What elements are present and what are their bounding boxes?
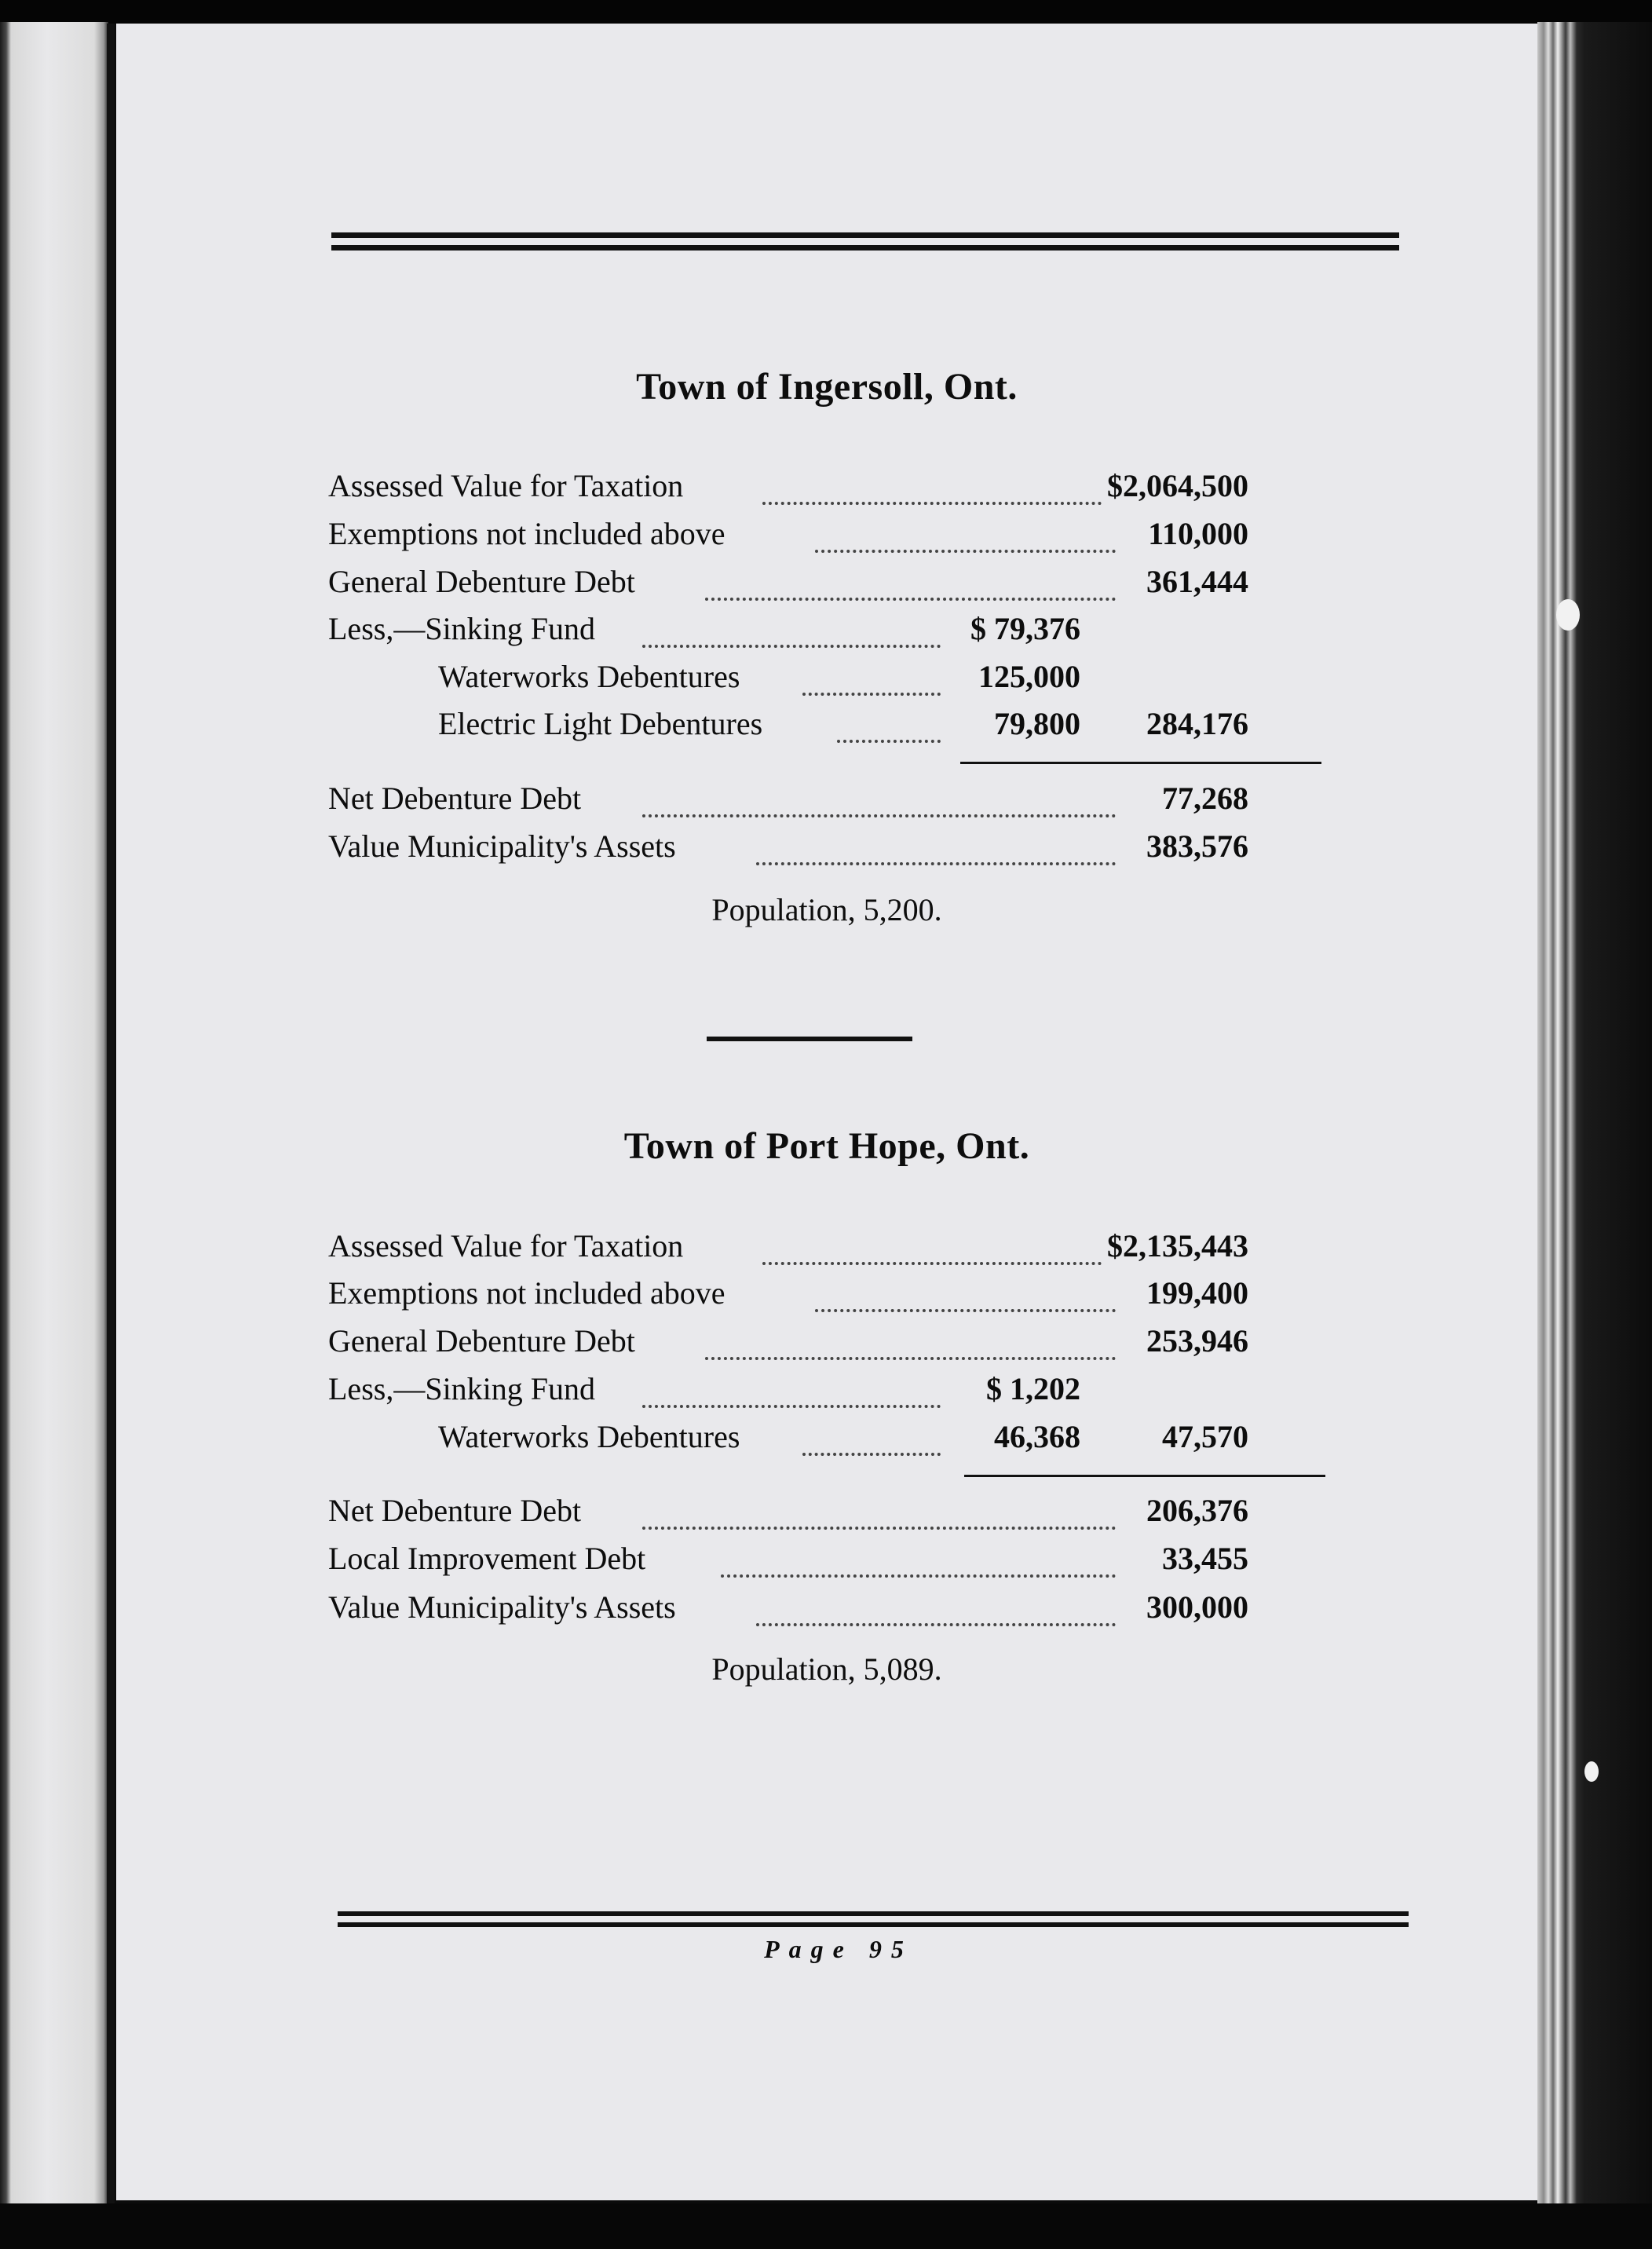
leader-dots <box>642 783 1116 817</box>
scan-border-bottom <box>0 2203 1652 2249</box>
book-spine-edge <box>1537 22 1652 2213</box>
row-label: Less,—Sinking Fund <box>328 1371 596 1406</box>
port-hope-population: Population, 5,089. <box>711 1651 942 1687</box>
row-value: $2,064,500 <box>1107 468 1248 503</box>
leader-dots <box>762 470 1102 505</box>
row-label: Waterworks Debentures <box>438 1419 740 1454</box>
row-label: Assessed Value for Taxation <box>328 468 684 503</box>
row-label: Assessed Value for Taxation <box>328 1228 684 1263</box>
row-label: General Debenture Debt <box>328 564 635 599</box>
port-hope-row-sinking-fund <box>328 1367 1333 1411</box>
row-value: 361,444 <box>1146 564 1248 599</box>
port-hope-row-municipal-assets <box>328 1585 1333 1629</box>
port-hope-row-assessed-value <box>328 1224 1333 1268</box>
row-label: Net Debenture Debt <box>328 781 582 816</box>
row-value: 110,000 <box>1148 516 1248 551</box>
row-value: 300,000 <box>1146 1589 1248 1625</box>
port-hope-row-waterworks <box>328 1415 1333 1459</box>
section-divider <box>707 1037 912 1041</box>
row-value: 33,455 <box>1162 1541 1248 1576</box>
ingersoll-population: Population, 5,200. <box>711 892 942 927</box>
row-label: Local Improvement Debt <box>328 1541 646 1576</box>
section-title-ingersoll: Town of Ingersoll, Ont. <box>636 366 1018 408</box>
leader-dots <box>642 613 941 648</box>
leader-dots <box>642 1495 1116 1530</box>
row-label: Value Municipality's Assets <box>328 1589 676 1625</box>
port-hope-row-local-improvement <box>328 1537 1333 1581</box>
facing-page-edge <box>0 22 108 2208</box>
row-value: 383,576 <box>1146 828 1248 864</box>
port-hope-row-net-debt <box>328 1489 1333 1533</box>
ingersoll-subtotal-rule <box>960 762 1321 764</box>
row-label: Exemptions not included above <box>328 516 725 551</box>
leader-dots <box>815 1278 1116 1312</box>
row-value: 206,376 <box>1146 1493 1248 1528</box>
row-label: Waterworks Debentures <box>438 659 740 694</box>
row-value: 199,400 <box>1146 1275 1248 1311</box>
row-value: 47,570 <box>1162 1419 1248 1454</box>
leader-dots <box>837 708 941 743</box>
leader-dots <box>815 518 1116 553</box>
ingersoll-row-general-debt <box>328 560 1333 604</box>
ingersoll-row-sinking-fund <box>328 607 1333 651</box>
ingersoll-row-net-debt <box>328 777 1333 821</box>
leader-dots <box>756 1592 1116 1626</box>
ingersoll-row-waterworks <box>328 655 1333 699</box>
ingersoll-row-assessed-value <box>328 464 1333 508</box>
row-subtotal: 125,000 <box>978 659 1080 694</box>
row-value: 284,176 <box>1146 706 1248 741</box>
row-label: General Debenture Debt <box>328 1323 635 1359</box>
ingersoll-row-exemptions <box>328 512 1333 556</box>
row-label: Exemptions not included above <box>328 1275 725 1311</box>
page-number: Page 95 <box>764 1935 913 1963</box>
row-label: Electric Light Debentures <box>438 706 763 741</box>
leader-dots <box>721 1543 1116 1578</box>
row-value: 77,268 <box>1162 781 1248 816</box>
leader-dots <box>705 1326 1116 1360</box>
leader-dots <box>705 566 1116 601</box>
row-value: $2,135,443 <box>1107 1228 1248 1263</box>
port-hope-row-exemptions <box>328 1271 1333 1315</box>
page-content <box>116 24 1539 2200</box>
leader-dots <box>802 661 941 696</box>
row-subtotal: $ 79,376 <box>970 611 1080 646</box>
row-value: 253,946 <box>1146 1323 1248 1359</box>
row-label: Value Municipality's Assets <box>328 828 676 864</box>
leader-dots <box>756 831 1116 865</box>
header-rule-top <box>331 232 1399 238</box>
leader-dots <box>762 1231 1102 1265</box>
document-page <box>116 24 1539 2200</box>
row-subtotal: $ 1,202 <box>986 1371 1080 1406</box>
leader-dots <box>642 1373 941 1408</box>
scan-speck <box>1556 599 1580 631</box>
section-title-port-hope: Town of Port Hope, Ont. <box>623 1125 1030 1167</box>
footer-rule-bottom <box>338 1922 1409 1927</box>
row-label: Less,—Sinking Fund <box>328 611 596 646</box>
binding-gutter <box>107 24 115 2207</box>
row-subtotal: 46,368 <box>994 1419 1080 1454</box>
footer-rule-top <box>338 1911 1409 1916</box>
scan-border-top <box>0 0 1652 24</box>
ingersoll-row-electric-light <box>328 702 1333 746</box>
row-subtotal: 79,800 <box>994 706 1080 741</box>
header-rule-bottom <box>331 245 1399 250</box>
scan-speck <box>1584 1761 1599 1782</box>
row-label: Net Debenture Debt <box>328 1493 582 1528</box>
port-hope-row-general-debt <box>328 1319 1333 1363</box>
leader-dots <box>802 1421 941 1456</box>
port-hope-subtotal-rule <box>964 1475 1325 1477</box>
ingersoll-row-municipal-assets <box>328 825 1333 869</box>
